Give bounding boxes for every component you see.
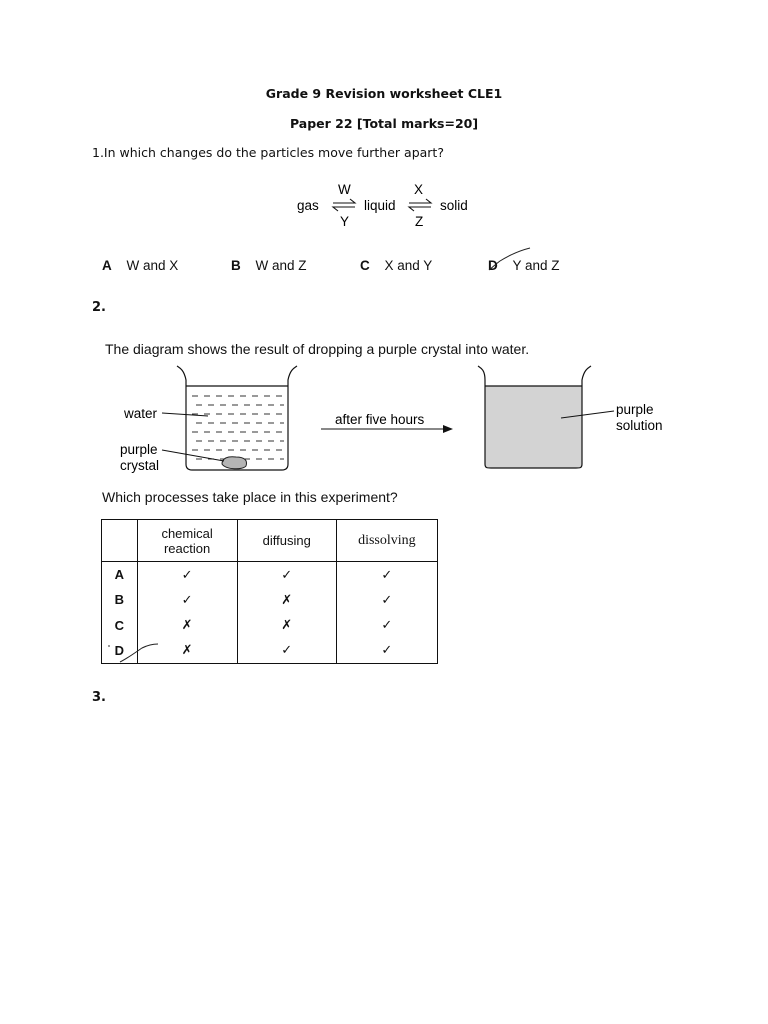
w-label: W [338, 182, 351, 197]
option-letter: D [488, 258, 498, 273]
question-3-number: 3. [92, 690, 106, 705]
table-row [102, 562, 438, 588]
option-text: Y and Z [512, 258, 560, 273]
header-chemical-line1: chemical [161, 525, 213, 541]
table-header-row [102, 520, 438, 562]
cell-chemical: ✓ [137, 587, 237, 612]
header-dissolving: dissolving [336, 520, 437, 562]
option-text: W and Z [255, 258, 307, 273]
row-letter: D [102, 638, 138, 664]
crystal-label-1: purple [120, 442, 158, 457]
z-label: Z [415, 214, 424, 229]
cell-dissolving: ✓ [336, 587, 437, 612]
solution-label-2: solution [616, 418, 663, 433]
header-blank-cell [102, 520, 138, 562]
water-label: water [124, 406, 158, 421]
gas-label: gas [297, 198, 319, 213]
worksheet-title: Grade 9 Revision worksheet CLE1 [265, 86, 503, 101]
state-change-svg [280, 178, 490, 233]
option-letter: B [231, 258, 241, 273]
cell-dissolving: ✓ [336, 612, 437, 637]
solid-label: solid [440, 198, 468, 213]
row-letter: B [102, 587, 138, 612]
handwritten-tick-q1 [486, 244, 536, 274]
equilibrium-arrow-2 [409, 199, 431, 211]
table-row [102, 612, 438, 637]
header-chemical-line2: reaction [163, 540, 211, 556]
question-2-prompt: Which processes take place in this experiment? [102, 489, 398, 505]
cell-diffusing: ✗ [237, 612, 336, 637]
table-row [102, 587, 438, 612]
header-chemical-reaction [137, 520, 237, 562]
row-letter: A [102, 562, 138, 588]
state-change-diagram [280, 178, 490, 233]
option-letter: C [360, 258, 370, 273]
cell-dissolving: ✓ [336, 562, 437, 588]
diffusion-experiment-diagram [100, 360, 700, 480]
cell-dissolving: ✓ [336, 638, 437, 664]
x-label: X [414, 182, 424, 197]
q1-option-b [231, 258, 307, 273]
cell-chemical: ✓ [137, 562, 237, 588]
cell-chemical: ✗ [137, 638, 237, 664]
q1-option-a [102, 258, 178, 273]
cell-diffusing: ✗ [237, 587, 336, 612]
header-diffusing: diffusing [237, 520, 336, 562]
option-letter: A [102, 258, 112, 273]
cell-diffusing: ✓ [237, 562, 336, 588]
equilibrium-arrow-1 [333, 199, 355, 211]
arrow-label: after five hours [335, 412, 425, 427]
solution-label-1: purple [616, 402, 654, 417]
cell-diffusing: ✓ [237, 638, 336, 664]
row-letter: C [102, 612, 138, 637]
handwritten-tick-q2 [106, 640, 162, 666]
option-text: W and X [126, 258, 179, 273]
beaker-purple-solution [478, 366, 591, 468]
beaker-svg [100, 360, 700, 480]
beaker-water [177, 366, 297, 470]
crystal-label-2: crystal [120, 458, 160, 473]
question-1-text: 1.In which changes do the particles move further apart? [92, 145, 444, 160]
q1-option-c [360, 258, 432, 273]
cell-chemical: ✗ [137, 612, 237, 637]
paper-subtitle: Paper 22 [Total marks=20] [289, 116, 479, 131]
y-label: Y [340, 214, 350, 229]
question-2-number: 2. [92, 300, 106, 315]
question-2-stem: The diagram shows the result of dropping a purple crystal into water. [105, 341, 530, 357]
option-text: X and Y [384, 258, 433, 273]
liquid-label: liquid [364, 198, 396, 213]
